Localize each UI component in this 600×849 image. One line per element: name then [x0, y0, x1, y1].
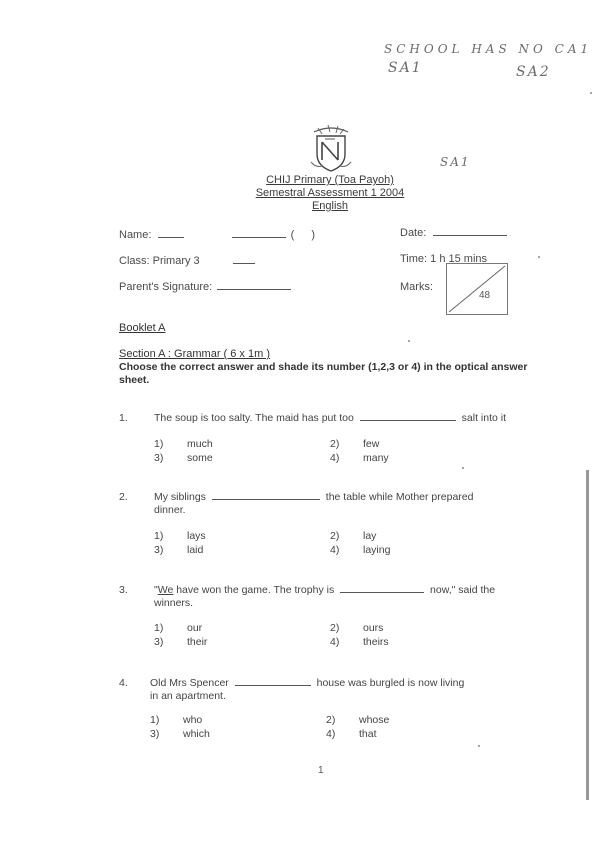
- option-text: who: [183, 714, 203, 726]
- option-text: ours: [363, 622, 384, 634]
- scan-speck: [478, 745, 480, 747]
- option-text: their: [187, 636, 208, 648]
- signature-field: [119, 281, 291, 293]
- option-text: our: [187, 622, 203, 634]
- subject-title: English: [311, 200, 349, 212]
- date-label: Date:: [400, 227, 427, 239]
- option-text: laid: [187, 544, 204, 556]
- option-number: 4): [330, 636, 340, 648]
- register-paren-open: (: [290, 229, 295, 241]
- option-number: 1): [154, 438, 164, 450]
- date-blank: [433, 235, 507, 236]
- question-4-stem-end: house was burgled is now living: [316, 677, 465, 689]
- option-number: 4): [330, 544, 340, 556]
- option-number: 3): [154, 544, 164, 556]
- question-4-stem-line2: in an apartment.: [150, 690, 226, 702]
- question-1-text: [154, 412, 544, 425]
- question-1-option-3: [154, 452, 213, 464]
- question-2-number: 2.: [119, 491, 128, 503]
- question-2-option-2: [330, 530, 376, 542]
- option-text: many: [363, 452, 389, 464]
- handwritten-mid-note: SA1: [440, 155, 471, 169]
- question-1-blank: [360, 420, 456, 421]
- section-title: Section A : Grammar ( 6 x 1m ): [119, 348, 270, 360]
- option-text: which: [183, 728, 210, 740]
- question-1-stem: The soup is too salty. The maid has put too: [154, 412, 354, 424]
- section-instructions: Choose the correct answer and shade its number (1,2,3 or 4) in the optical answer sheet.: [119, 361, 528, 386]
- question-4-blank: [235, 685, 311, 686]
- name-blank: [158, 237, 184, 238]
- question-2-option-1: [154, 530, 206, 542]
- option-text: much: [187, 438, 213, 450]
- scan-speck: [590, 92, 592, 94]
- question-4-option-2: [326, 714, 389, 726]
- option-text: lays: [187, 530, 206, 542]
- school-name: CHIJ Primary (Toa Payoh): [266, 174, 394, 186]
- question-4-option-3: [150, 728, 210, 740]
- question-2-option-3: [154, 544, 203, 556]
- question-1-option-2: [330, 438, 379, 450]
- question-4-text: [150, 677, 540, 703]
- class-field: [119, 255, 255, 267]
- option-number: 2): [330, 530, 340, 542]
- school-crest-logo: [308, 122, 354, 174]
- question-2-blank: [212, 499, 320, 500]
- question-3-we: We: [157, 584, 174, 596]
- handwritten-sa1: SA1: [388, 60, 423, 76]
- scan-edge-shadow: [586, 470, 589, 800]
- marks-box: [446, 263, 508, 315]
- option-text: that: [359, 728, 377, 740]
- option-text: few: [363, 438, 380, 450]
- question-3-option-2: [330, 622, 383, 634]
- name-label: Name:: [119, 229, 152, 241]
- question-2-option-4: [330, 544, 390, 556]
- option-number: 2): [326, 714, 336, 726]
- option-text: some: [187, 452, 213, 464]
- option-text: lay: [363, 530, 377, 542]
- class-label: Class: Primary 3: [119, 255, 200, 267]
- question-1-option-4: [330, 452, 389, 464]
- scan-speck: [538, 256, 540, 258]
- booklet-title: Booklet A: [119, 322, 166, 334]
- name-blank-2: [232, 237, 286, 238]
- option-number: 3): [154, 452, 164, 464]
- date-field: [400, 227, 507, 239]
- option-number: 1): [154, 622, 164, 634]
- question-3-quote: ": [154, 584, 158, 596]
- question-4-stem: Old Mrs Spencer: [150, 677, 229, 689]
- scan-speck: [408, 340, 410, 342]
- question-4-option-4: [326, 728, 377, 740]
- signature-label: Parent's Signature:: [119, 281, 213, 293]
- question-2-stem-line2: dinner.: [154, 504, 186, 516]
- marks-total: 48: [479, 290, 491, 301]
- exam-title: Semestral Assessment 1 2004: [255, 187, 405, 199]
- question-3-number: 3.: [119, 584, 128, 596]
- question-3-text: [154, 584, 544, 610]
- page-number: 1: [318, 765, 324, 776]
- question-1-option-1: [154, 438, 213, 450]
- option-number: 4): [330, 452, 340, 464]
- question-3-option-3: [154, 636, 207, 648]
- option-number: 3): [154, 636, 164, 648]
- handwritten-sa2: SA2: [516, 64, 551, 80]
- option-number: 2): [330, 438, 340, 450]
- signature-blank: [217, 289, 291, 290]
- scan-speck: [462, 467, 464, 469]
- handwritten-note: SCHOOL HAS NO CA1: [384, 42, 593, 56]
- question-2-text: [154, 491, 544, 517]
- option-number: 2): [330, 622, 340, 634]
- option-text: theirs: [363, 636, 389, 648]
- name-field: [119, 229, 315, 241]
- question-4-option-1: [150, 714, 202, 726]
- option-text: laying: [363, 544, 391, 556]
- marks-diagonal: [447, 264, 507, 314]
- question-4-number: 4.: [119, 677, 128, 689]
- question-3-option-1: [154, 622, 202, 634]
- option-text: whose: [359, 714, 390, 726]
- question-3-stem-line2: winners.: [154, 597, 194, 609]
- question-3-blank: [340, 592, 424, 593]
- time-allowed: Time: 1 h 15 mins: [400, 253, 488, 265]
- option-number: 3): [150, 728, 160, 740]
- question-2-stem: My siblings: [154, 491, 206, 503]
- question-1-stem-end: salt into it: [461, 412, 507, 424]
- question-2-stem-end: the table while Mother prepared: [325, 491, 474, 503]
- question-3-stem: have won the game. The trophy is: [176, 584, 335, 596]
- marks-label: Marks:: [400, 281, 433, 293]
- class-blank: [233, 263, 255, 264]
- option-number: 4): [326, 728, 336, 740]
- question-3-stem-end: now," said the: [430, 584, 496, 596]
- question-3-option-4: [330, 636, 389, 648]
- question-1-number: 1.: [119, 412, 128, 424]
- option-number: 1): [154, 530, 164, 542]
- option-number: 1): [150, 714, 160, 726]
- register-paren-close: ): [311, 229, 315, 241]
